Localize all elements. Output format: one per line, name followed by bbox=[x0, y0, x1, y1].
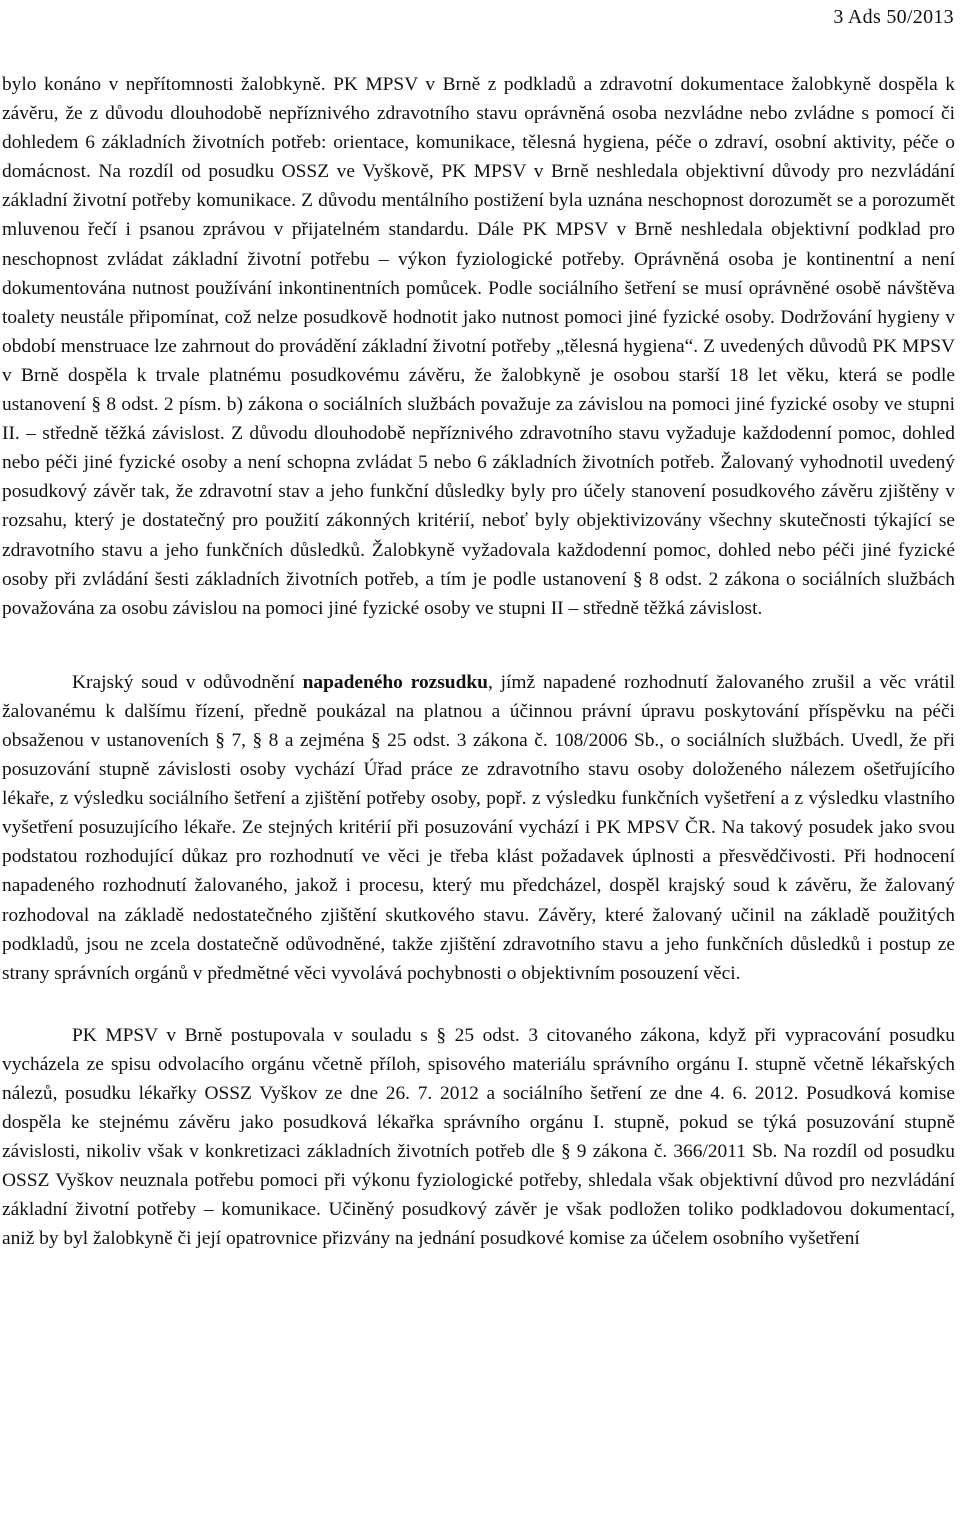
paragraph-3: PK MPSV v Brně postupovala v souladu s § 25 odst. 3 citovaného zákona, když při vypracování posudku vycházela ze spisu odvolacího orgánu včetně příloh, spisového materiálu správního orgánu I. stupně včetně lékařských nálezů, posudku lékařky OSSZ Vyškov ze dne 26. 7. 2012 a sociálního šetření ze dne 4. 6. 2012. Posudková komise dospěla ke stejnému závěru jako posudková lékařka správního orgánu I. stupně, pokud se týká posuzování stupně závislosti, nikoliv však v konkretizaci základních životních potřeb dle § 9 zákona č. 366/2011 Sb. Na rozdíl od posudku OSSZ Vyškov neuznala potřebu pomoci při výkonu fyziologické potřeby, shledala však objektivní důvod pro nezvládání základní životní potřeby – komunikace. Učiněný posudkový závěr je však podložen toliko podkladovou dokumentací, aniž by byl žalobkyně či její opatrovnice přizvány na jednání posudkové komise za účelem osobního vyšetření bbox=[2, 1024, 955, 1250]
case-number-header: 3 Ads 50/2013 bbox=[833, 6, 954, 28]
paragraph-2 bbox=[2, 668, 955, 988]
document-body bbox=[2, 70, 955, 1254]
paragraph-2-rest: , jímž napadené rozhodnutí žalovaného zrušil a věc vrátil žalovanému k dalšímu řízení, předně poukázal na platnou a účinnou právní úpravu poskytování příspěvku na péči obsaženou v ustanoveních § 7, § 8 a zejména § 25 odst. 3 zákona č. 108/2006 Sb., o sociálních službách. Uvedl, že při posuzování stupně závislosti osoby vychází Úřad práce ze zdravotního stavu osoby doloženého nálezem ošetřujícího lékaře, z výsledku sociálního šetření a zjištění potřeby osoby, popř. z výsledku funkčních vyšetření a z výsledku vlastního vyšetření posuzujícího lékaře. Ze stejných kritérií při posuzování vychází i PK MPSV ČR. Na takový posudek jako svou podstatou rozhodující důkaz pro rozhodnutí ve věci je třeba klást požadavek úplnosti a přesvědčivosti. Při hodnocení napadeného rozhodnutí žalovaného, jakož i procesu, který mu předcházel, dospěl krajský soud k závěru, že žalovaný rozhodoval na základě nedostatečného zjištění skutkového stavu. Závěry, které žalovaný učinil na základě použitých podkladů, jsou ne zcela dostatečně odůvodněné, takže zjištění zdravotního stavu a jeho funkčních důsledků i postup ze strany správních orgánů v předmětné věci vyvolává pochybnosti o objektivním posouzení věci. bbox=[2, 671, 956, 984]
paragraph-2-intro: Krajský soud v odůvodnění bbox=[72, 671, 303, 693]
paragraph-2-bold-term: napadeného rozsudku bbox=[302, 671, 488, 693]
paragraph-1: bylo konáno v nepřítomnosti žalobkyně. PK MPSV v Brně z podkladů a zdravotní dokumentace žalobkyně dospěla k závěru, že z důvodu dlouhodobě nepříznivého zdravotního stavu oprávněná osoba nezvládne nebo zvládne s pomocí či dohledem 6 základních životních potřeb: orientace, komunikace, tělesná hygiena, péče o zdraví, osobní aktivity, péče o domácnost. Na rozdíl od posudku OSSZ ve Vyškově, PK MPSV v Brně neshledala objektivní důvody pro nezvládání základní životní potřeby komunikace. Z důvodu mentálního postižení byla uznána neschopnost dorozumět se a porozumět mluvenou řečí i psanou zprávou v přijatelném standardu. Dále PK MPSV v Brně neshledala objektivní podklad pro neschopnost zvládat základní životní potřebu – výkon fyziologické potřeby. Oprávněná osoba je kontinentní a není dokumentována nutnost používání inkontinentních pomůcek. Podle sociálního šetření se musí oprávněné osobě návštěva toalety neustále připomínat, což nelze posudkově hodnotit jako nutnost pomoci jiné fyzické osoby. Dodržování hygieny v období menstruace lze zahrnout do provádění základní životní potřeby „tělesná hygiena“. Z uvedených důvodů PK MPSV v Brně dospěla k trvale platnému posudkovému závěru, že žalobkyně je osobou starší 18 let věku, která se podle ustanovení § 8 odst. 2 písm. b) zákona o sociálních službách považuje za závislou na pomoci jiné fyzické osoby ve stupni II. – středně těžká závislost. Z důvodu dlouhodobě nepříznivého zdravotního stavu vyžaduje každodenní pomoc, dohled nebo péči jiné fyzické osoby a není schopna zvládat 5 nebo 6 základních životních potřeb. Žalovaný vyhodnotil uvedený posudkový závěr tak, že zdravotní stav a jeho funkční důsledky byly pro účely stanovení posudkového závěru zjištěny v rozsahu, který je dostatečný pro použití zákonných kritérií, neboť byly objektivizovány všechny skutečnosti týkající se zdravotního stavu a jeho funkčních důsledků. Žalobkyně vyžadovala každodenní pomoc, dohled nebo péči jiné fyzické osoby při zvládání šesti základních životních potřeb, a tím je podle ustanovení § 8 odst. 2 zákona o sociálních službách považována za osobu závislou na pomoci jiné fyzické osoby ve stupni II – středně těžká závislost. bbox=[2, 74, 955, 619]
